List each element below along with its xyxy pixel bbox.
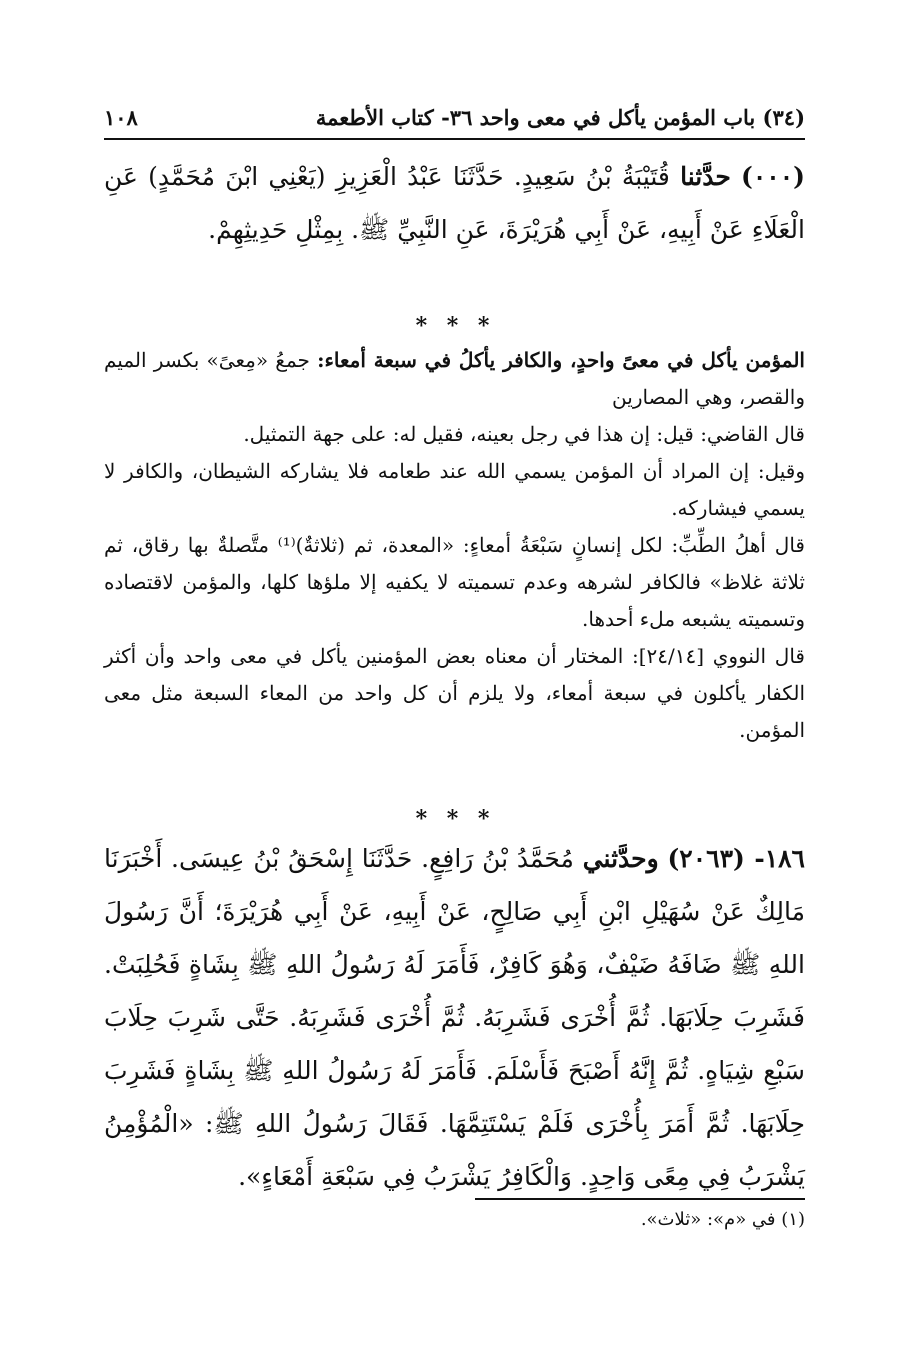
running-title: (٣٤) باب المؤمن يأكل في معى واحد ٣٦- كتاب الأطعمة bbox=[315, 104, 805, 130]
commentary-paragraph bbox=[104, 342, 805, 416]
page-number: ١٠٨ bbox=[104, 104, 138, 130]
running-header bbox=[104, 100, 805, 134]
section-separator: * * * bbox=[415, 806, 496, 832]
commentary-heading: المؤمن يأكل في معىً واحدٍ، والكافر يأكلُ في سبعة أمعاء: bbox=[317, 348, 805, 372]
hadith-text: مُحَمَّدُ بْنُ رَافِعٍ. حَدَّثَنَا إِسْحَقُ بْنُ عِيسَى. أَخْبَرَنَا مَالِكٌ عَنْ سُهَيْلِ ابْنِ أَبِي صَالِحٍ، عَنْ أَبِيهِ، عَنْ أَبِي هُرَيْرَةَ؛ أَنَّ رَسُولَ اللهِ ﷺ ضَافَهُ ضَيْفٌ، وَهُوَ كَافِرٌ، فَأَمَرَ لَهُ رَسُولُ اللهِ ﷺ بِشَاةٍ فَحُلِبَتْ. فَشَرِبَ حِلَابَهَا. ثُمَّ أُخْرَى فَشَرِبَهُ. ثُمَّ أُخْرَى فَشَرِبَهُ. حَتَّى شَرِبَ حِلَابَ سَبْعِ شِيَاهٍ. ثُمَّ إِنَّهُ أَصْبَحَ فَأَسْلَمَ. فَأَمَرَ لَهُ رَسُولُ اللهِ ﷺ بِشَاةٍ فَشَرِبَ حِلَابَهَا. ثُمَّ أَمَرَ بِأُخْرَى فَلَمْ يَسْتَتِمَّهَا. فَقَالَ رَسُولُ اللهِ ﷺ: «الْمُؤْمِنُ يَشْرَبُ فِي مِعًى وَاحِدٍ. وَالْكَافِرُ يَشْرَبُ فِي سَبْعَةِ أَمْعَاءٍ». bbox=[104, 844, 805, 1191]
commentary-text: جمعُ «مِعىً» بكسر الميم والقصر، وهي المصارين bbox=[104, 348, 805, 409]
hadith-number: (٠٠٠) bbox=[741, 162, 805, 191]
hadith-lead: وحدَّثني bbox=[582, 844, 659, 873]
commentary-paragraph: قال أهلُ الطِّبِّ: لكل إنسانٍ سَبْعَةُ أمعاءٍ: «المعدة، ثم (ثلاثةٌ)⁽¹⁾ متَّصلةٌ بها رقاق، ثم ثلاثة غلاظ» فالكافر لشرهه وعدم تسميته لا يكفيه إلا ملؤها كلها، والمؤمن لاقتصاده وتسميته يشبعه ملء أحدها. bbox=[104, 533, 805, 631]
commentary-block bbox=[104, 342, 805, 749]
commentary-paragraph: وقيل: إن المراد أن المؤمن يسمي الله عند طعامه فلا يشاركه الشيطان، والكافر لا يسمي فيشاركه. bbox=[104, 459, 805, 520]
commentary-paragraph: قال القاضي: قيل: إن هذا في رجل بعينه، فقيل له: على جهة التمثيل. bbox=[243, 422, 805, 446]
hadith-number: ١٨٦- (٢٠٦٣) bbox=[667, 844, 805, 873]
hadith-block-1 bbox=[104, 150, 805, 256]
footnote-rule bbox=[475, 1198, 805, 1200]
footnote: (١) في «م»: «ثلاث». bbox=[640, 1209, 805, 1230]
commentary-paragraph: قال النووي [٢٤/١٤]: المختار أن معناه بعض المؤمنين يأكل في معى واحد وأن أكثر الكفار يأكلون في سبعة أمعاء، ولا يلزم أن كل واحد من المعاء السبعة مثل معى المؤمن. bbox=[104, 644, 805, 742]
hadith-block-2 bbox=[104, 832, 805, 1203]
section-separator: * * * bbox=[415, 313, 496, 339]
header-rule bbox=[104, 138, 805, 140]
hadith-lead: حدَّثنا bbox=[680, 162, 731, 191]
hadith-text: قُتَيْبَةُ بْنُ سَعِيدٍ. حَدَّثَنَا عَبْدُ الْعَزِيزِ (يَعْنِي ابْنَ مُحَمَّدٍ) عَنِ الْعَلَاءِ عَنْ أَبِيهِ، عَنْ أَبِي هُرَيْرَةَ، عَنِ النَّبِيِّ ﷺ. بِمِثْلِ حَدِيثِهِمْ. bbox=[104, 162, 805, 244]
